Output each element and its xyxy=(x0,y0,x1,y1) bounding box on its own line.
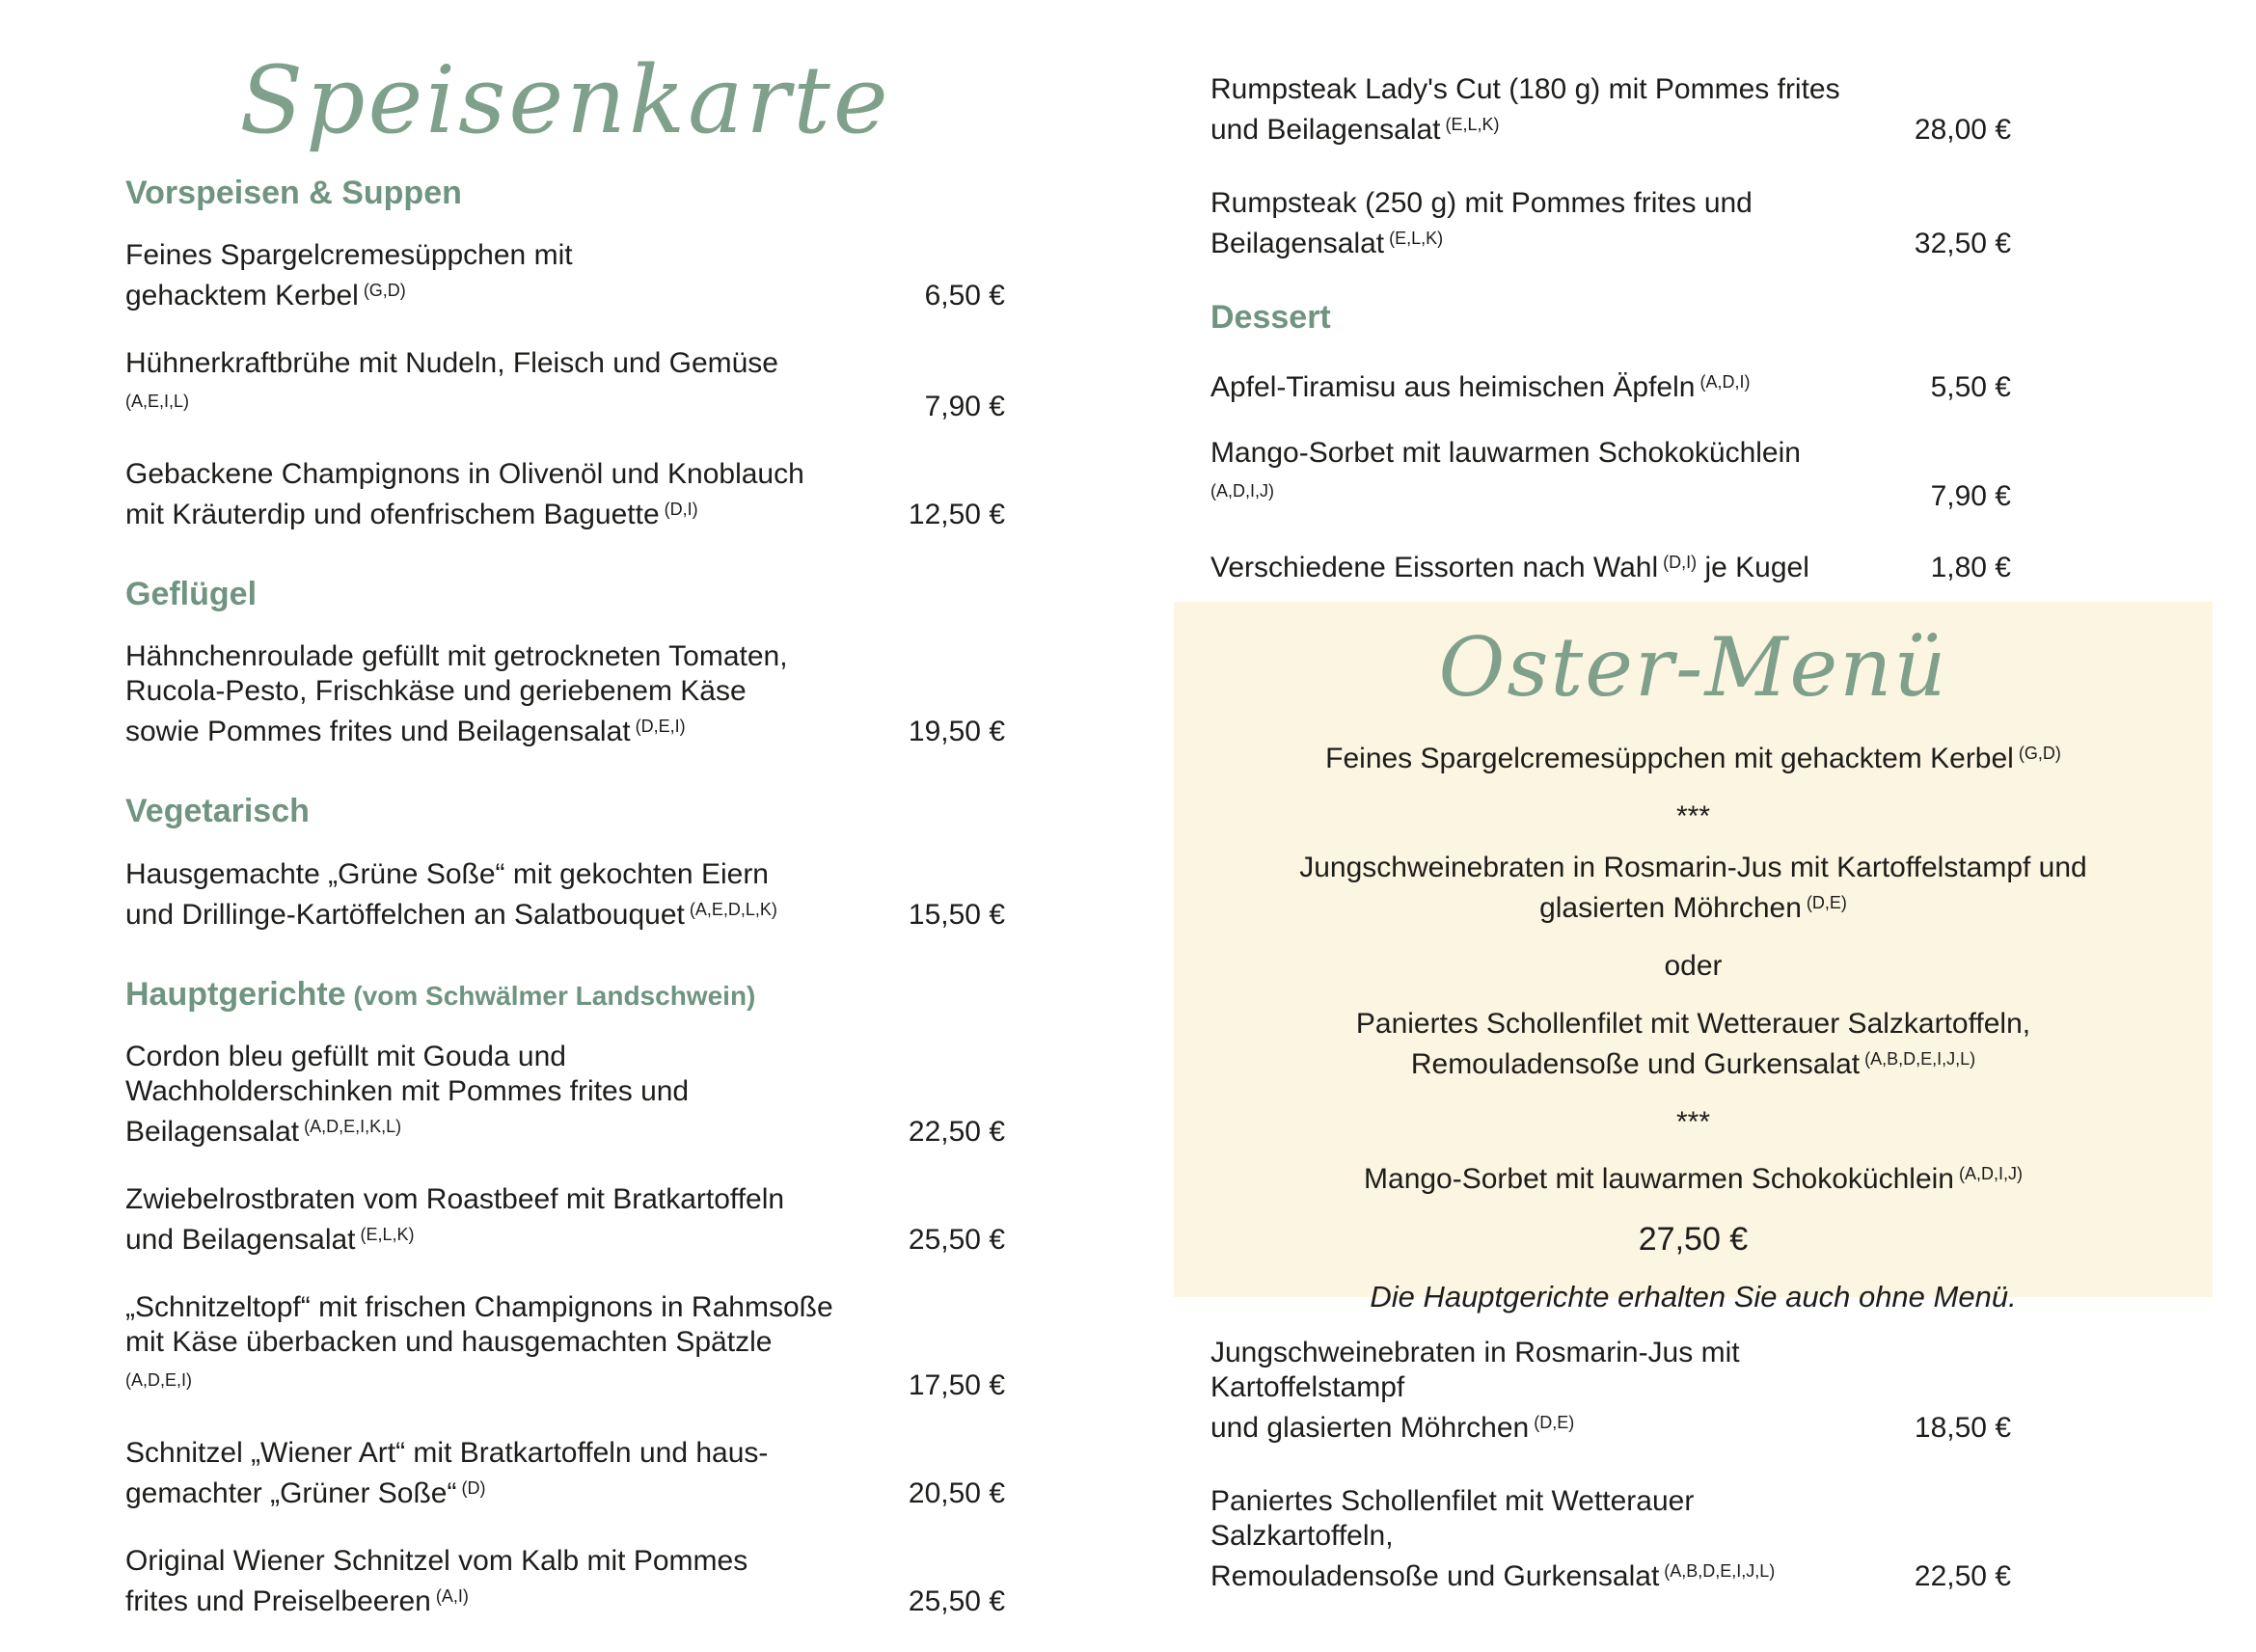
item-text-line: und Beilagensalat xyxy=(1210,114,1441,146)
item-price: 7,90 € xyxy=(924,390,1005,422)
left-column xyxy=(125,39,1005,1652)
allergen-codes: (D,E,I) xyxy=(630,717,686,737)
item-price: 22,50 € xyxy=(1914,1560,2011,1592)
item-price: 28,00 € xyxy=(1914,114,2011,146)
menu-course xyxy=(1174,851,2213,926)
menu-item xyxy=(1210,1336,2011,1446)
easter-menu-title: Oster-Menü xyxy=(1438,620,1948,715)
item-text-line: „Schnitzeltopf“ mit frischen Champignons in Rahmsoße xyxy=(125,1291,833,1324)
menu-item xyxy=(1210,365,2011,405)
menu-item xyxy=(125,346,1005,424)
item-text-line: und Drillinge-Kartöffelchen an Salatbouquet xyxy=(125,898,685,931)
left-sections xyxy=(125,176,1005,1620)
item-text-line: Original Wiener Schnitzel vom Kalb mit Pommes xyxy=(125,1545,748,1578)
allergen-codes: (D,I) xyxy=(1658,553,1698,573)
item-description xyxy=(125,1040,836,1150)
item-text-line: Paniertes Schollenfilet mit Wetterauer Salzkartoffeln, xyxy=(1210,1485,1695,1552)
allergen-codes: (E,L,K) xyxy=(1384,229,1444,248)
item-text-line: Hühnerkraftbrühe mit Nudeln, Fleisch und Gemüse xyxy=(125,346,778,379)
item-text-line: *** xyxy=(1675,799,1711,832)
easter-menu-entries xyxy=(1174,736,2213,1314)
item-description xyxy=(1210,1336,1842,1446)
item-text-line: Jungschweinebraten in Rosmarin-Jus mit Kartoffelstampf und xyxy=(1299,851,2087,883)
item-text-line: frites und Preiselbeeren xyxy=(125,1585,431,1618)
allergen-codes: (A,D,E,I) xyxy=(125,1370,193,1391)
menu-item xyxy=(125,457,1005,532)
item-text-line: 27,50 € xyxy=(1638,1220,1749,1258)
item-description xyxy=(125,1182,836,1258)
item-text-line: und Beilagensalat xyxy=(125,1224,356,1257)
section-heading-note: (vom Schwälmer Landschwein) xyxy=(345,980,756,1011)
menu-item xyxy=(125,1544,1005,1619)
item-description xyxy=(1210,545,1842,585)
item-description xyxy=(1210,436,1842,514)
item-description xyxy=(1210,365,1842,405)
dessert-heading: Dessert xyxy=(1210,299,1331,336)
allergen-codes: (A,E,I,L) xyxy=(125,391,190,411)
item-description xyxy=(125,346,836,424)
menu-item xyxy=(1210,1484,2011,1594)
item-price: 18,50 € xyxy=(1914,1412,2011,1444)
item-text-line: Paniertes Schollenfilet mit Wetterauer Salzkartoffeln, xyxy=(1355,1007,2031,1040)
allergen-codes: (E,L,K) xyxy=(1440,115,1500,134)
course-separator xyxy=(1174,799,2213,834)
item-text-line: gemachter „Grüner Soße“ xyxy=(125,1477,457,1510)
item-text-line: Rucola-Pesto, Frischkäse und geriebenem Käse xyxy=(125,675,747,708)
item-text-line: Gebackene Champignons in Olivenöl und Knoblauch xyxy=(125,457,804,490)
menu-price xyxy=(1174,1220,2213,1259)
item-text-line: Remouladensoße und Gurkensalat xyxy=(1410,1047,1861,1080)
menu-course xyxy=(1174,1156,2213,1197)
item-description xyxy=(125,857,836,933)
item-text-line: Mango-Sorbet mit lauwarmen Schokoküchlein xyxy=(1364,1162,1954,1195)
item-price: 32,50 € xyxy=(1914,228,2011,259)
right-column xyxy=(1210,72,2011,616)
item-text-line: Wachholderschinken mit Pommes frites und xyxy=(125,1075,690,1108)
item-text-line: *** xyxy=(1675,1105,1711,1138)
allergen-codes: (A,I) xyxy=(430,1586,469,1607)
item-description xyxy=(125,457,836,532)
menu-item xyxy=(125,1290,1005,1403)
allergen-codes: (A,D,I) xyxy=(1695,372,1751,393)
allergen-codes: (A,E,D,L,K) xyxy=(684,899,777,919)
item-text-line: Remouladensoße und Gurkensalat xyxy=(1210,1560,1660,1592)
easter-menu-box xyxy=(1174,602,2213,1313)
item-text-line: Rumpsteak Lady's Cut (180 g) mit Pommes frites xyxy=(1210,73,1840,105)
item-description xyxy=(1210,72,1842,148)
menu-item xyxy=(1210,186,2011,261)
menu-course xyxy=(1174,1007,2213,1082)
item-description xyxy=(125,1290,836,1403)
menu-note xyxy=(1174,1280,2213,1314)
menu-item xyxy=(125,238,1005,313)
item-text-line: oder xyxy=(1664,949,1723,982)
item-text-line: Schnitzel „Wiener Art“ mit Bratkartoffeln und haus- xyxy=(125,1437,769,1470)
allergen-codes: (G,D) xyxy=(358,280,406,300)
item-price: 6,50 € xyxy=(924,279,1005,311)
allergen-codes: (A,D,I,J) xyxy=(1953,1163,2023,1183)
item-text-line: sowie Pommes frites und Beilagensalat xyxy=(125,716,631,748)
menu-course xyxy=(1174,736,2213,776)
item-text-line: Apfel-Tiramisu aus heimischen Äpfeln xyxy=(1210,371,1696,404)
item-text-line: Verschiedene Eissorten nach Wahl xyxy=(1210,552,1659,584)
item-description xyxy=(1210,186,1842,261)
menu-item xyxy=(1210,436,2011,514)
menu-item xyxy=(125,1436,1005,1511)
allergen-codes: (D) xyxy=(456,1478,486,1499)
item-text-line: Hausgemachte „Grüne Soße“ mit gekochten Eiern xyxy=(125,857,769,890)
item-text-line: mit Kräuterdip und ofenfrischem Baguette xyxy=(125,498,660,530)
section-heading: Vegetarisch xyxy=(125,793,310,830)
item-price: 19,50 € xyxy=(908,716,1005,748)
allergen-codes: (A,D,I,J) xyxy=(1210,481,1274,501)
right-bottom-items xyxy=(1210,1336,2011,1633)
item-price: 5,50 € xyxy=(1930,371,2011,404)
menu-item xyxy=(1210,72,2011,148)
allergen-codes: (E,L,K) xyxy=(355,1225,415,1245)
section-heading: Geflügel xyxy=(125,575,258,612)
right-top-items xyxy=(1210,72,2011,261)
item-text-line: Feines Spargelcremesüppchen mit gehacktem Kerbel xyxy=(1325,742,2014,774)
item-text-line: gehacktem Kerbel xyxy=(125,279,359,311)
item-price: 20,50 € xyxy=(908,1477,1005,1510)
item-text-line: glasierten Möhrchen xyxy=(1539,891,1802,924)
allergen-codes: (G,D) xyxy=(2013,743,2061,763)
item-price: 25,50 € xyxy=(908,1224,1005,1257)
item-text-line: Hähnchenroulade gefüllt mit getrockneten Tomaten, xyxy=(125,640,788,673)
menu-item xyxy=(125,639,1005,749)
dessert-items xyxy=(1210,365,2011,585)
menu-item xyxy=(125,1182,1005,1258)
item-price: 25,50 € xyxy=(908,1585,1005,1618)
item-price: 17,50 € xyxy=(908,1369,1005,1402)
menu-item xyxy=(1210,545,2011,585)
item-text-line: Rumpsteak (250 g) mit Pommes frites und xyxy=(1210,187,1753,219)
item-text-line: mit Käse überbacken und hausgemachten Spätzle xyxy=(125,1326,773,1359)
item-description xyxy=(125,639,836,749)
item-text-suffix: je Kugel xyxy=(1697,552,1809,584)
section-heading: Hauptgerichte (vom Schwälmer Landschwein) xyxy=(125,975,756,1013)
allergen-codes: (A,B,D,E,I,J,L) xyxy=(1659,1561,1776,1581)
item-price: 1,80 € xyxy=(1930,552,2011,584)
allergen-codes: (D,I) xyxy=(659,499,698,519)
allergen-codes: (D,E) xyxy=(1801,892,1847,912)
item-price: 12,50 € xyxy=(908,498,1005,530)
item-text-line: Mango-Sorbet mit lauwarmen Schokoküchlein xyxy=(1210,437,1801,470)
item-text-line: Beilagensalat xyxy=(1210,228,1385,259)
item-text-line: Cordon bleu gefüllt mit Gouda und xyxy=(125,1041,566,1073)
bottom-items xyxy=(1210,1336,2011,1594)
allergen-codes: (A,D,E,I,K,L) xyxy=(299,1117,402,1137)
item-text-line: Die Hauptgerichte erhalten Sie auch ohne Menü. xyxy=(1370,1279,2017,1313)
item-price: 15,50 € xyxy=(908,898,1005,931)
item-text-line: Beilagensalat xyxy=(125,1116,300,1149)
item-description xyxy=(125,1436,836,1511)
item-text-line: Zwiebelrostbraten vom Roastbeef mit Bratkartoffeln xyxy=(125,1183,785,1216)
course-separator xyxy=(1174,1105,2213,1140)
section-heading: Vorspeisen & Suppen xyxy=(125,174,462,211)
menu-item xyxy=(125,857,1005,933)
item-price: 7,90 € xyxy=(1930,480,2011,513)
item-text-line: Feines Spargelcremesüppchen mit xyxy=(125,238,573,271)
menu-item xyxy=(125,1040,1005,1150)
item-description xyxy=(125,1544,836,1619)
item-description xyxy=(125,238,836,313)
item-price: 22,50 € xyxy=(908,1116,1005,1149)
page-title: Speisenkarte xyxy=(239,46,891,154)
item-text-line: und glasierten Möhrchen xyxy=(1210,1412,1530,1444)
item-description xyxy=(1210,1484,1842,1594)
item-text-line: Jungschweinebraten in Rosmarin-Jus mit Kartoffelstampf xyxy=(1210,1337,1740,1403)
allergen-codes: (A,B,D,E,I,J,L) xyxy=(1860,1048,1976,1069)
course-choice-word xyxy=(1174,949,2213,984)
allergen-codes: (D,E) xyxy=(1529,1413,1575,1432)
